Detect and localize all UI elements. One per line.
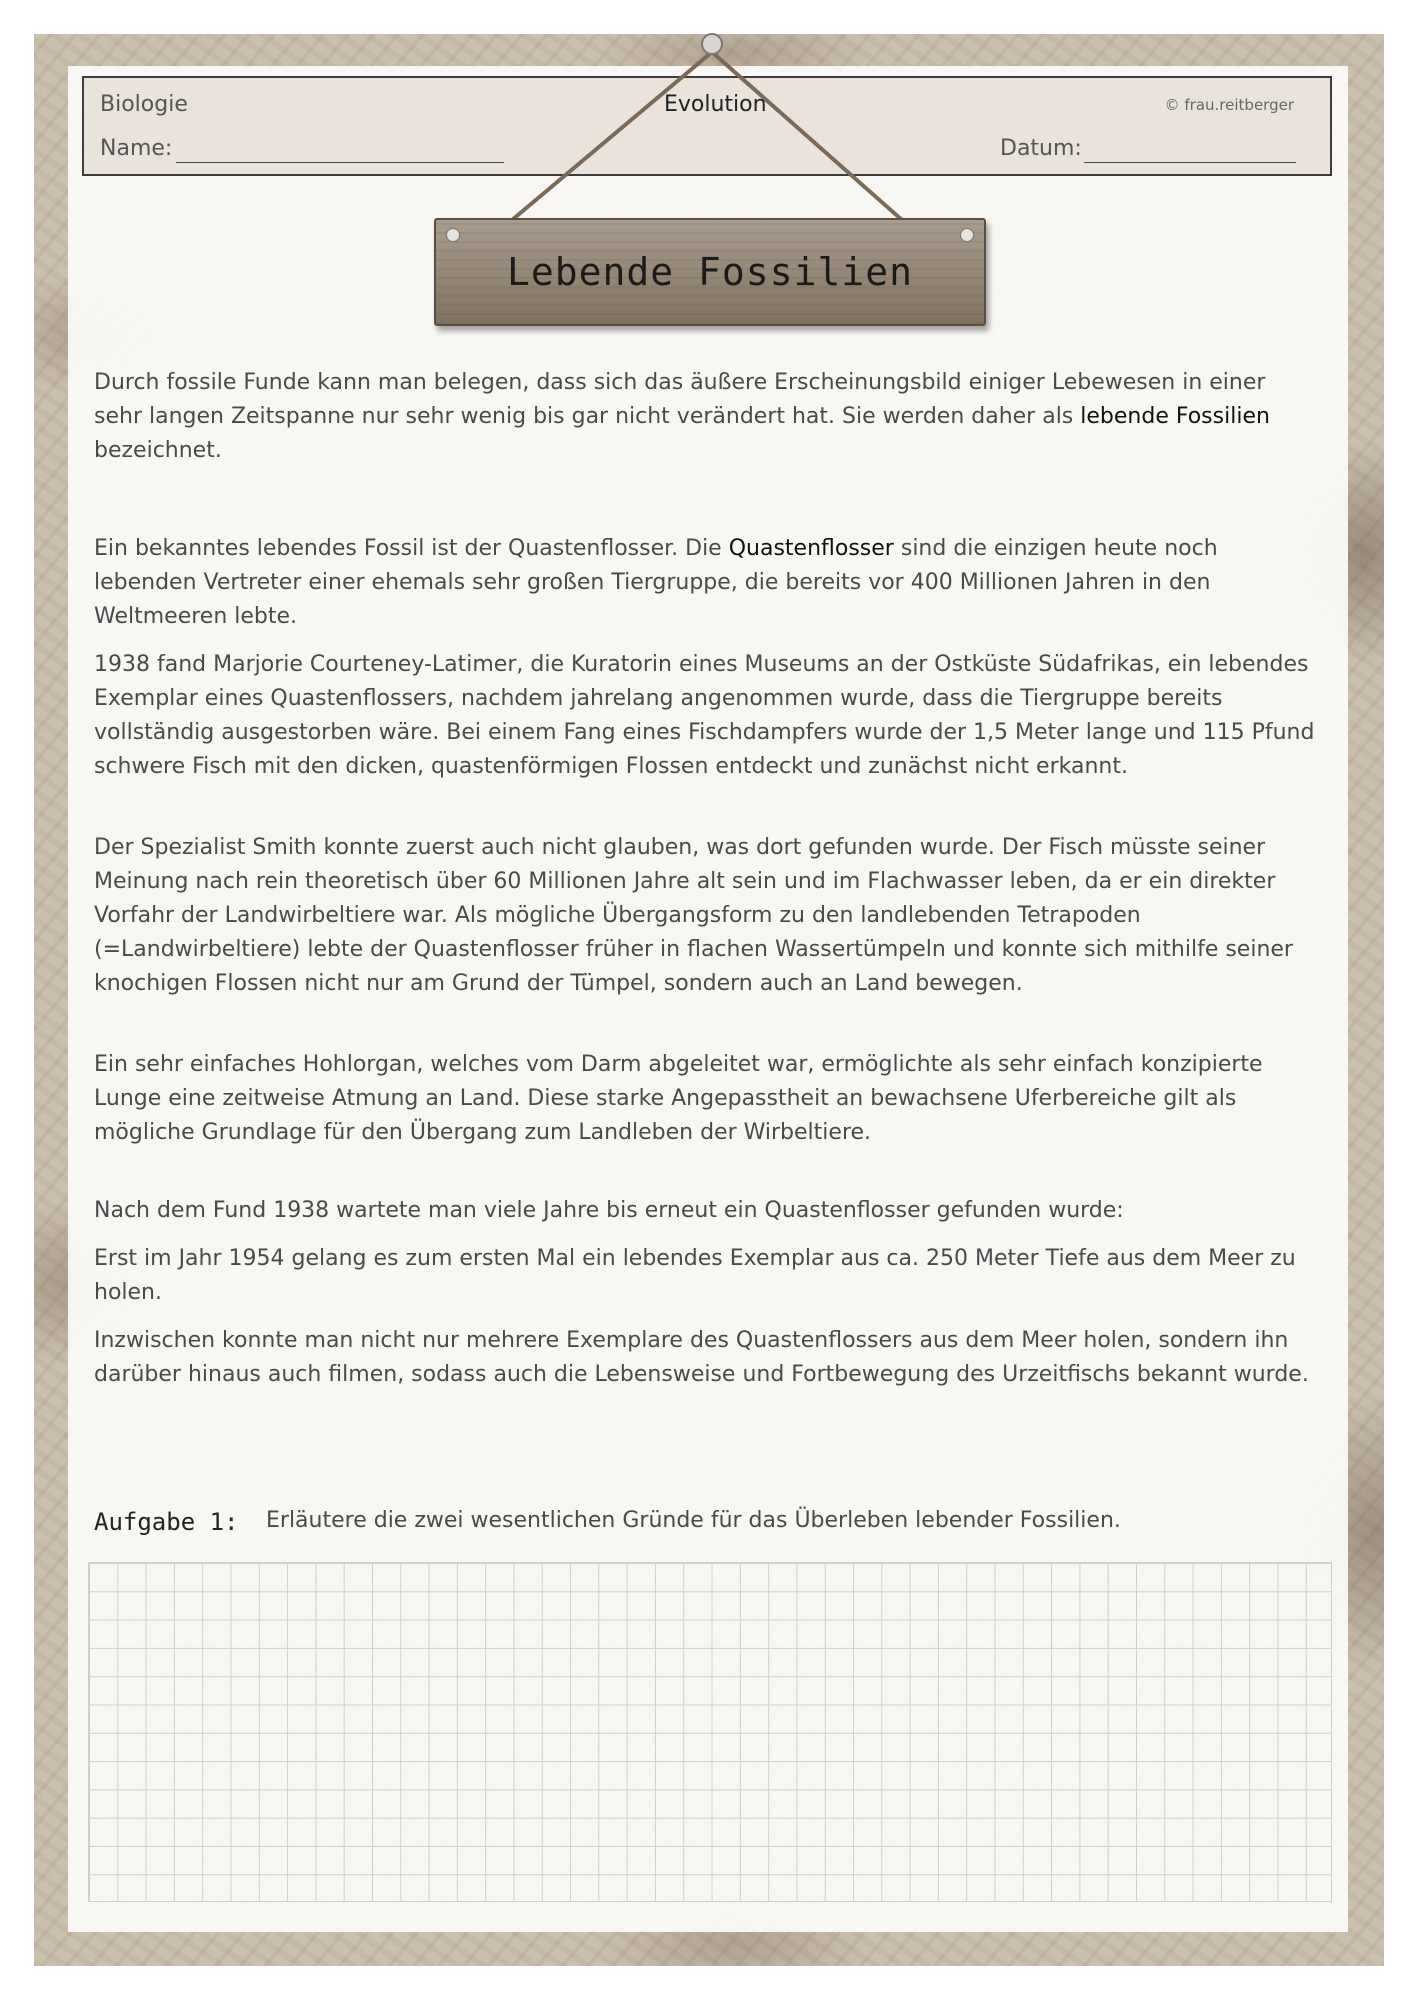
- paragraph-4: Der Spezialist Smith konnte zuerst auch nicht glauben, was dort gefunden wurde. Der Fisch müsste seiner Meinung nach rein theoretisch über 60 Millionen Jahre alt sein und im Flachwasser leben, da er ein direkter Vorfahr der Landwirbeltiere war. Als mögliche Übergangsform zu den landlebenden Tetrapoden (=Landwirbeltiere) lebte der Quastenflosser früher in flachen Wassertümpeln und konnte sich mithilfe seiner knochigen Flossen nicht nur am Grund der Tümpel, sondern auch an Land bewegen.: [94, 835, 1293, 996]
- subject-label: Biologie: [100, 92, 188, 117]
- term-highlight: lebende Fossilien: [1080, 404, 1270, 429]
- name-label: Name:: [100, 136, 173, 161]
- title-sign: [434, 218, 986, 326]
- paragraph-text: Durch fossile Funde kann man belegen, dass sich das äußere Erscheinungsbild einiger Lebewesen in einer sehr langen Zeitspanne nur sehr wenig bis gar nicht verändert hat. Sie werden daher als: [94, 370, 1266, 429]
- paragraph-3: 1938 fand Marjorie Courteney-Latimer, die Kuratorin eines Museums an der Ostküste Südafrikas, ein lebendes Exemplar eines Quastenflossers, nachdem jahrelang angenommen wurde, dass die Tiergruppe bereits vollständig ausgestorben wäre. Bei einem Fang eines Fischdampfers wurde der 1,5 Meter lange und 115 Pfund schwere Fisch mit den dicken, quastenförmigen Flossen entdeckt und zunächst nicht erkannt.: [94, 652, 1315, 779]
- task-text: Erläutere die zwei wesentlichen Gründe für das Überleben lebender Fossilien.: [266, 1508, 1121, 1533]
- paragraph-2: [94, 532, 1320, 634]
- name-line: [176, 162, 504, 163]
- paragraph-5: Ein sehr einfaches Hohlorgan, welches vom Darm abgeleitet war, ermöglichte als sehr einfach konzipierte Lunge eine zeitweise Atmung an Land. Diese starke Angepasstheit an bewachsene Uferbereiche gilt als mögliche Grundlage für den Übergang zum Landleben der Wirbeltiere.: [94, 1052, 1263, 1145]
- paragraph-6: Nach dem Fund 1938 wartete man viele Jahre bis erneut ein Quastenflosser gefunden wurde:: [94, 1198, 1124, 1223]
- paragraph-text: bezeichnet.: [94, 438, 222, 463]
- date-label: Datum:: [1000, 136, 1082, 161]
- nail-icon: [960, 228, 974, 242]
- copyright-label: © frau.reitberger: [1164, 96, 1294, 114]
- nail-icon: [446, 228, 460, 242]
- paragraph-text: Ein bekanntes lebendes Fossil ist der Quastenflosser. Die: [94, 536, 729, 561]
- date-line: [1084, 162, 1296, 163]
- paragraph-1: [94, 366, 1320, 468]
- term-highlight: Quastenflosser: [728, 536, 894, 561]
- paragraph-text: sind die einzigen heute noch lebenden Vertreter einer ehemals sehr großen Tiergruppe, die bereits vor 400 Millionen Jahren in den Weltmeeren lebte.: [94, 536, 1218, 629]
- worksheet-header: [82, 76, 1332, 176]
- answer-grid[interactable]: [88, 1562, 1332, 1902]
- task-label: Aufgabe 1:: [94, 1508, 239, 1536]
- page-title: Lebende Fossilien: [507, 250, 913, 294]
- paragraph-8: Inzwischen konnte man nicht nur mehrere Exemplare des Quastenflossers aus dem Meer holen, sondern ihn darüber hinaus auch filmen, sodass auch die Lebensweise und Fortbewegung des Urzeitfischs bekannt wurde.: [94, 1328, 1309, 1387]
- topic-label: Evolution: [664, 92, 767, 117]
- paragraph-7: Erst im Jahr 1954 gelang es zum ersten Mal ein lebendes Exemplar aus ca. 250 Meter Tiefe aus dem Meer zu holen.: [94, 1246, 1296, 1305]
